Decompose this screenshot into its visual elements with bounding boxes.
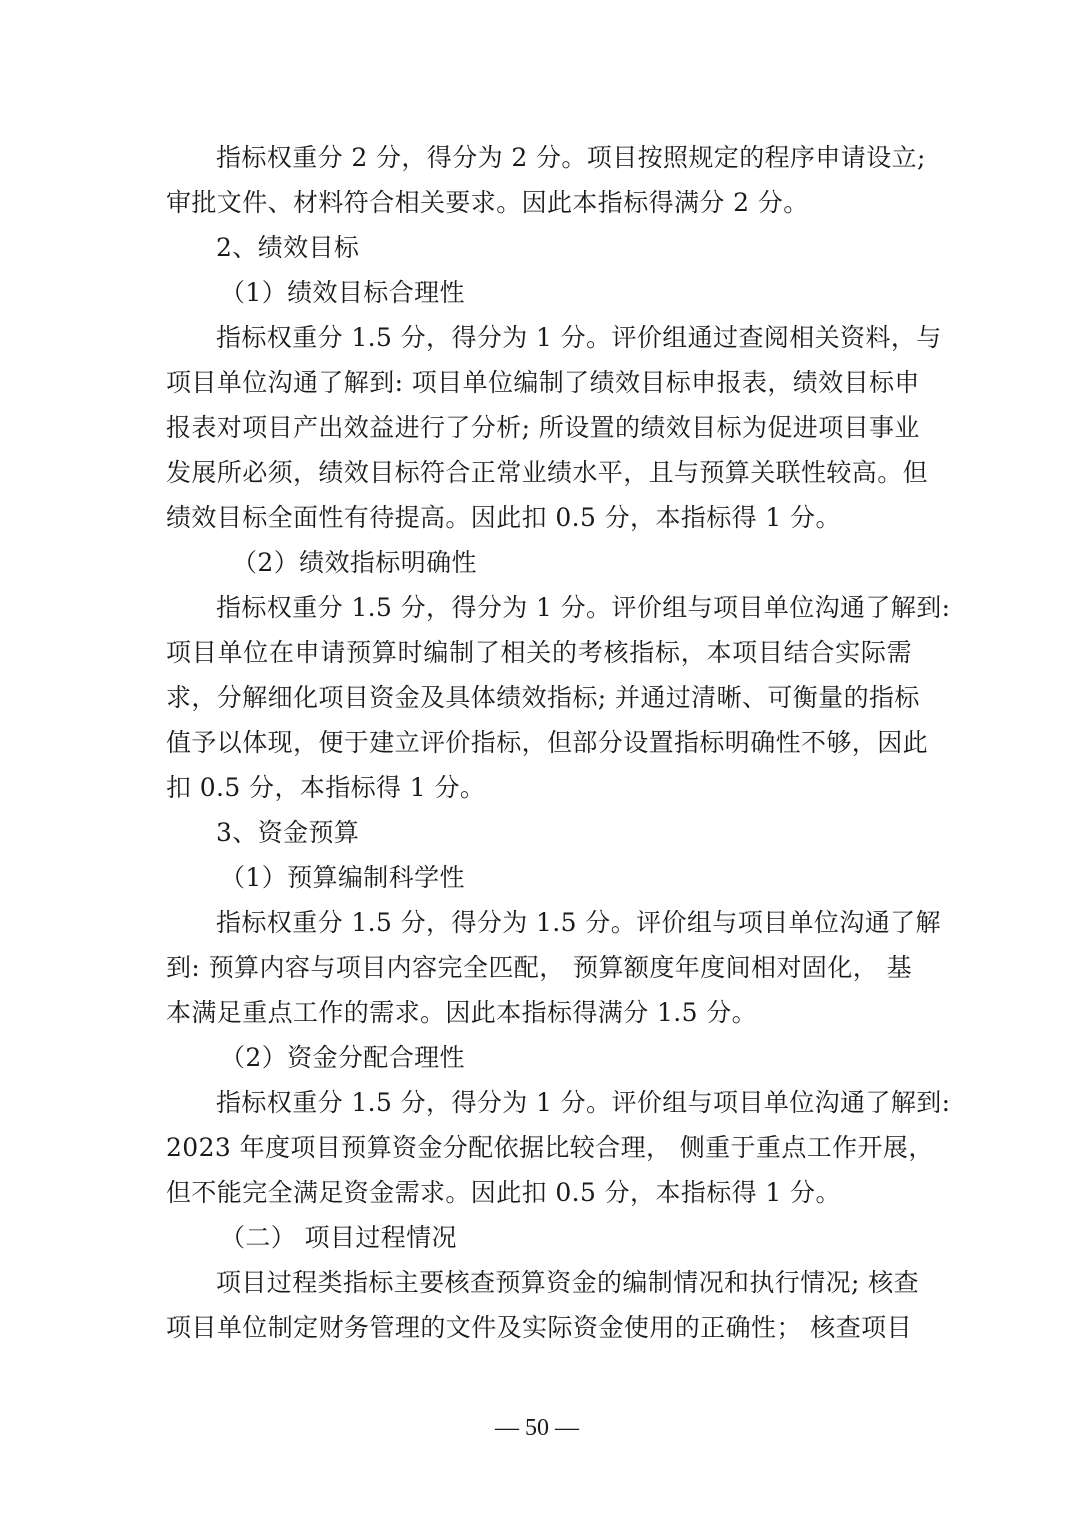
paragraph-line: 项目单位在申请预算时编制了相关的考核指标，本项目结合实际需: [166, 638, 912, 667]
paragraph-line: 扣 0.5 分，本指标得 1 分。: [166, 773, 486, 802]
subsection-heading: （二） 项目过程情况: [220, 1223, 457, 1252]
paragraph-line: 指标权重分 2 分，得分为 2 分。项目按照规定的程序申请设立;: [216, 143, 926, 172]
subsection-heading: （2）绩效指标明确性: [232, 548, 477, 577]
paragraph-line: 2023 年度项目预算资金分配依据比较合理， 侧重于重点工作开展，: [166, 1133, 934, 1162]
subsection-heading: （1）绩效目标合理性: [220, 278, 465, 307]
paragraph-line: 但不能完全满足资金需求。因此扣 0.5 分，本指标得 1 分。: [166, 1178, 841, 1207]
paragraph-line: 项目单位沟通了解到: 项目单位编制了绩效目标申报表，绩效目标申: [166, 368, 920, 397]
paragraph-line: 求，分解细化项目资金及具体绩效指标; 并通过清晰、可衡量的指标: [166, 683, 920, 712]
subsection-heading: （2）资金分配合理性: [220, 1043, 465, 1072]
paragraph-line: 指标权重分 1.5 分，得分为 1 分。评价组通过查阅相关资料，与: [216, 323, 942, 352]
paragraph-line: 值予以体现，便于建立评价指标，但部分设置指标明确性不够，因此: [166, 728, 929, 757]
paragraph-line: 发展所必须，绩效目标符合正常业绩水平，且与预算关联性较高。但: [166, 458, 929, 487]
paragraph-line: 指标权重分 1.5 分，得分为 1 分。评价组与项目单位沟通了解到:: [216, 593, 951, 622]
paragraph-line: 到: 预算内容与项目内容完全匹配， 预算额度年度间相对固化， 基: [166, 953, 912, 982]
section-heading: 2、绩效目标: [216, 233, 360, 262]
section-heading: 3、资金预算: [216, 818, 360, 847]
paragraph-line: 指标权重分 1.5 分，得分为 1 分。评价组与项目单位沟通了解到:: [216, 1088, 951, 1117]
paragraph-line: 报表对项目产出效益进行了分析; 所设置的绩效目标为促进项目事业: [166, 413, 920, 442]
paragraph-line: 本满足重点工作的需求。因此本指标得满分 1.5 分。: [166, 998, 758, 1027]
subsection-heading: （1）预算编制科学性: [220, 863, 465, 892]
paragraph-line: 指标权重分 1.5 分，得分为 1.5 分。评价组与项目单位沟通了解: [216, 908, 941, 937]
page-number: — 50 —: [495, 1415, 579, 1441]
paragraph-line: 项目单位制定财务管理的文件及实际资金使用的正确性； 核查项目: [166, 1313, 912, 1342]
paragraph-line: 审批文件、材料符合相关要求。因此本指标得满分 2 分。: [166, 188, 809, 217]
paragraph-line: 项目过程类指标主要核查预算资金的编制情况和执行情况; 核查: [216, 1268, 919, 1297]
paragraph-line: 绩效目标全面性有待提高。因此扣 0.5 分，本指标得 1 分。: [166, 503, 841, 532]
